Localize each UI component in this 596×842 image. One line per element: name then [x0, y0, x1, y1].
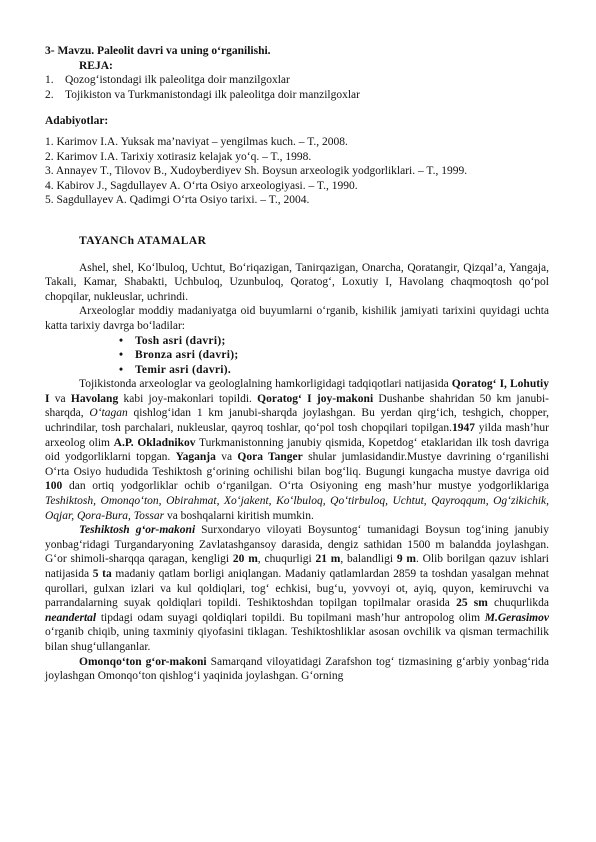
plan-item	[45, 88, 549, 103]
document-page	[45, 44, 549, 684]
topic-title: 3- Mavzu. Paleolit davri va uning o‘rganilishi.	[45, 45, 271, 57]
key-terms-paragraph: Ashel, shel, Ko‘lbuloq, Uchtut, Bo‘riqazigan, Tanirqazigan, Onarcha, Qoratangir, Qizqal’a, Yangaja, Takali, Kamar, Shabakti, Uchbuloq, Uzunbuloq, Qoratog‘, Loxutiy I, Havolang chaqmoqtosh qo‘pol chopqilar, nukleuslar, uchrindi.	[45, 261, 549, 303]
reference-item: 5. Sagdullayev A. Qadimgi O‘rta Osiyo tarixi. – T., 2004.	[45, 194, 310, 207]
references-label: Adabiyotlar:	[45, 115, 109, 128]
plan-item	[45, 73, 549, 88]
reference-item: 3. Annayev T., Tilovov B., Xudoyberdiyev Sh. Boysun arxeologik yodgorliklari. – T., 1999.	[45, 165, 468, 178]
plan-text: Tojikiston va Turkmanistondagi ilk paleolitga doir manzilgoxlar	[65, 88, 360, 101]
tajikistan-paragraph: Tojikistonda arxeologlar va geologlalning hamkorligidagi tadqiqotlari natijasida Qoratog‘ I, Lohutiy I va Havolang kabi joy-makonlari topildi. Qoratog‘ I joy-makoni Dushanbe shahridan 50 km janubi-sharqda, O‘tagan qishlog‘idan 1 km janubi-sharqda joylashgan. Bu yerdan qirg‘ich, teshgich, chopper, uchrindilar, tosh parchalari, nukleuslar, qayroq toshlar, qo‘pol tosh chopqilari topilgan.1947 yilda mash’hur arxeolog olim A.P. Okladnikov Turkmanistonning janubiy qismida, Kopetdog‘ etaklaridan ilk tosh davriga oid yodgorliklarni topgan. Yaganja va Qora Tanger shular jumlasidandir.Mustye davrining o‘rganilishi O‘rta Osiyo hududida Teshiktosh g‘orining ochilishi bilan bog‘liq. Bugungi kungacha mustye davriga oid 100 dan ortiq yodgorliklar ochib o‘rganilgan. O‘rta Osiyoning eng mash’hur mustye yodgorliklariga Teshiktosh, Omonqo‘ton, Obirahmat, Xo‘jakent, Ko‘lbuloq, Qo‘tirbuloq, Uchtut, Qayroqqum, Og‘zikichik, Oqjar, Qora-Bura, Tossar va boshqalarni kiritish mumkin.	[45, 378, 550, 522]
period-item: • Temir asri (davri).	[135, 363, 549, 378]
reference-item: 2. Karimov I.A. Tarixiy xotirasiz kelajak yo‘q. – T., 1998.	[45, 150, 312, 163]
intro-paragraph: Arxeologlar moddiy madaniyatga oid buyumlarni o‘rganib, kishilik jamiyati tarixini quyidagi uchta katta tarixiy davrga bo‘ladilar:	[45, 305, 549, 332]
plan-label: REJA:	[79, 59, 113, 72]
plan-number: 2.	[45, 88, 54, 101]
plan-number: 1.	[45, 74, 54, 87]
teshiktosh-paragraph: Teshiktosh g‘or-makoni Surxondaryo viloyati Boysuntog‘ tumanidagi Boysun tog‘ining janubiy yonbag‘ridagi Turgandaryoning Zavlatashgansoy darasida, dengiz sathidan 1500 m balandda joylashgan. G‘or shimoli-sharqqa qaragan, kengligi 20 m, chuqurligi 21 m, balandligi 9 m. Olib borilgan qazuv ishlari natijasida 5 ta madaniy qatlam borligi aniqlangan. Madaniy qatlamlardan 2859 ta toshdan yasalgan mehnat qurollari, gulxan izlari va kul qoldiqlari, tog‘ echkisi, bug‘u, yovvoyi ot, ayiq, quyon, kemiruvchi va parrandalarning suyak qoldiqlari topildi. Teshiktoshdan topilgan topilmalar orasida 25 sm chuqurlikda neandertal tipdagi odam suyagi qoldiqlari topildi. Bu topilmani mash’hur antropolog olim M.Gerasimov o‘rganib chiqib, uning taxminiy qiyofasini tiklagan. Teshiktoshliklar asosan ovchilik va qisman termachilik bilan shug‘ullanganlar.	[45, 524, 549, 653]
period-item: • Tosh asri (davri);	[135, 334, 549, 349]
reference-item: 4. Kabirov J., Sagdullayev A. O‘rta Osiyo arxeologiyasi. – T., 1990.	[45, 179, 358, 192]
period-item: • Bronza asri (davri);	[135, 348, 549, 363]
periods-list	[45, 334, 549, 378]
omonqoton-paragraph: Omonqo‘ton g‘or-makoni Samarqand viloyatidagi Zarafshon tog‘ tizmasining g‘arbiy yonbag‘rida joylashgan Omonqo‘ton qishlog‘i yaqinida joylashgan. G‘orning	[45, 655, 549, 683]
key-terms-heading: TAYANCh ATAMALAR	[79, 234, 207, 247]
plan-text: Qozog‘istondagi ilk paleolitga doir manzilgoxlar	[65, 74, 290, 87]
reference-item: 1. Karimov I.A. Yuksak ma’naviyat – yengilmas kuch. – T., 2008.	[45, 135, 348, 148]
